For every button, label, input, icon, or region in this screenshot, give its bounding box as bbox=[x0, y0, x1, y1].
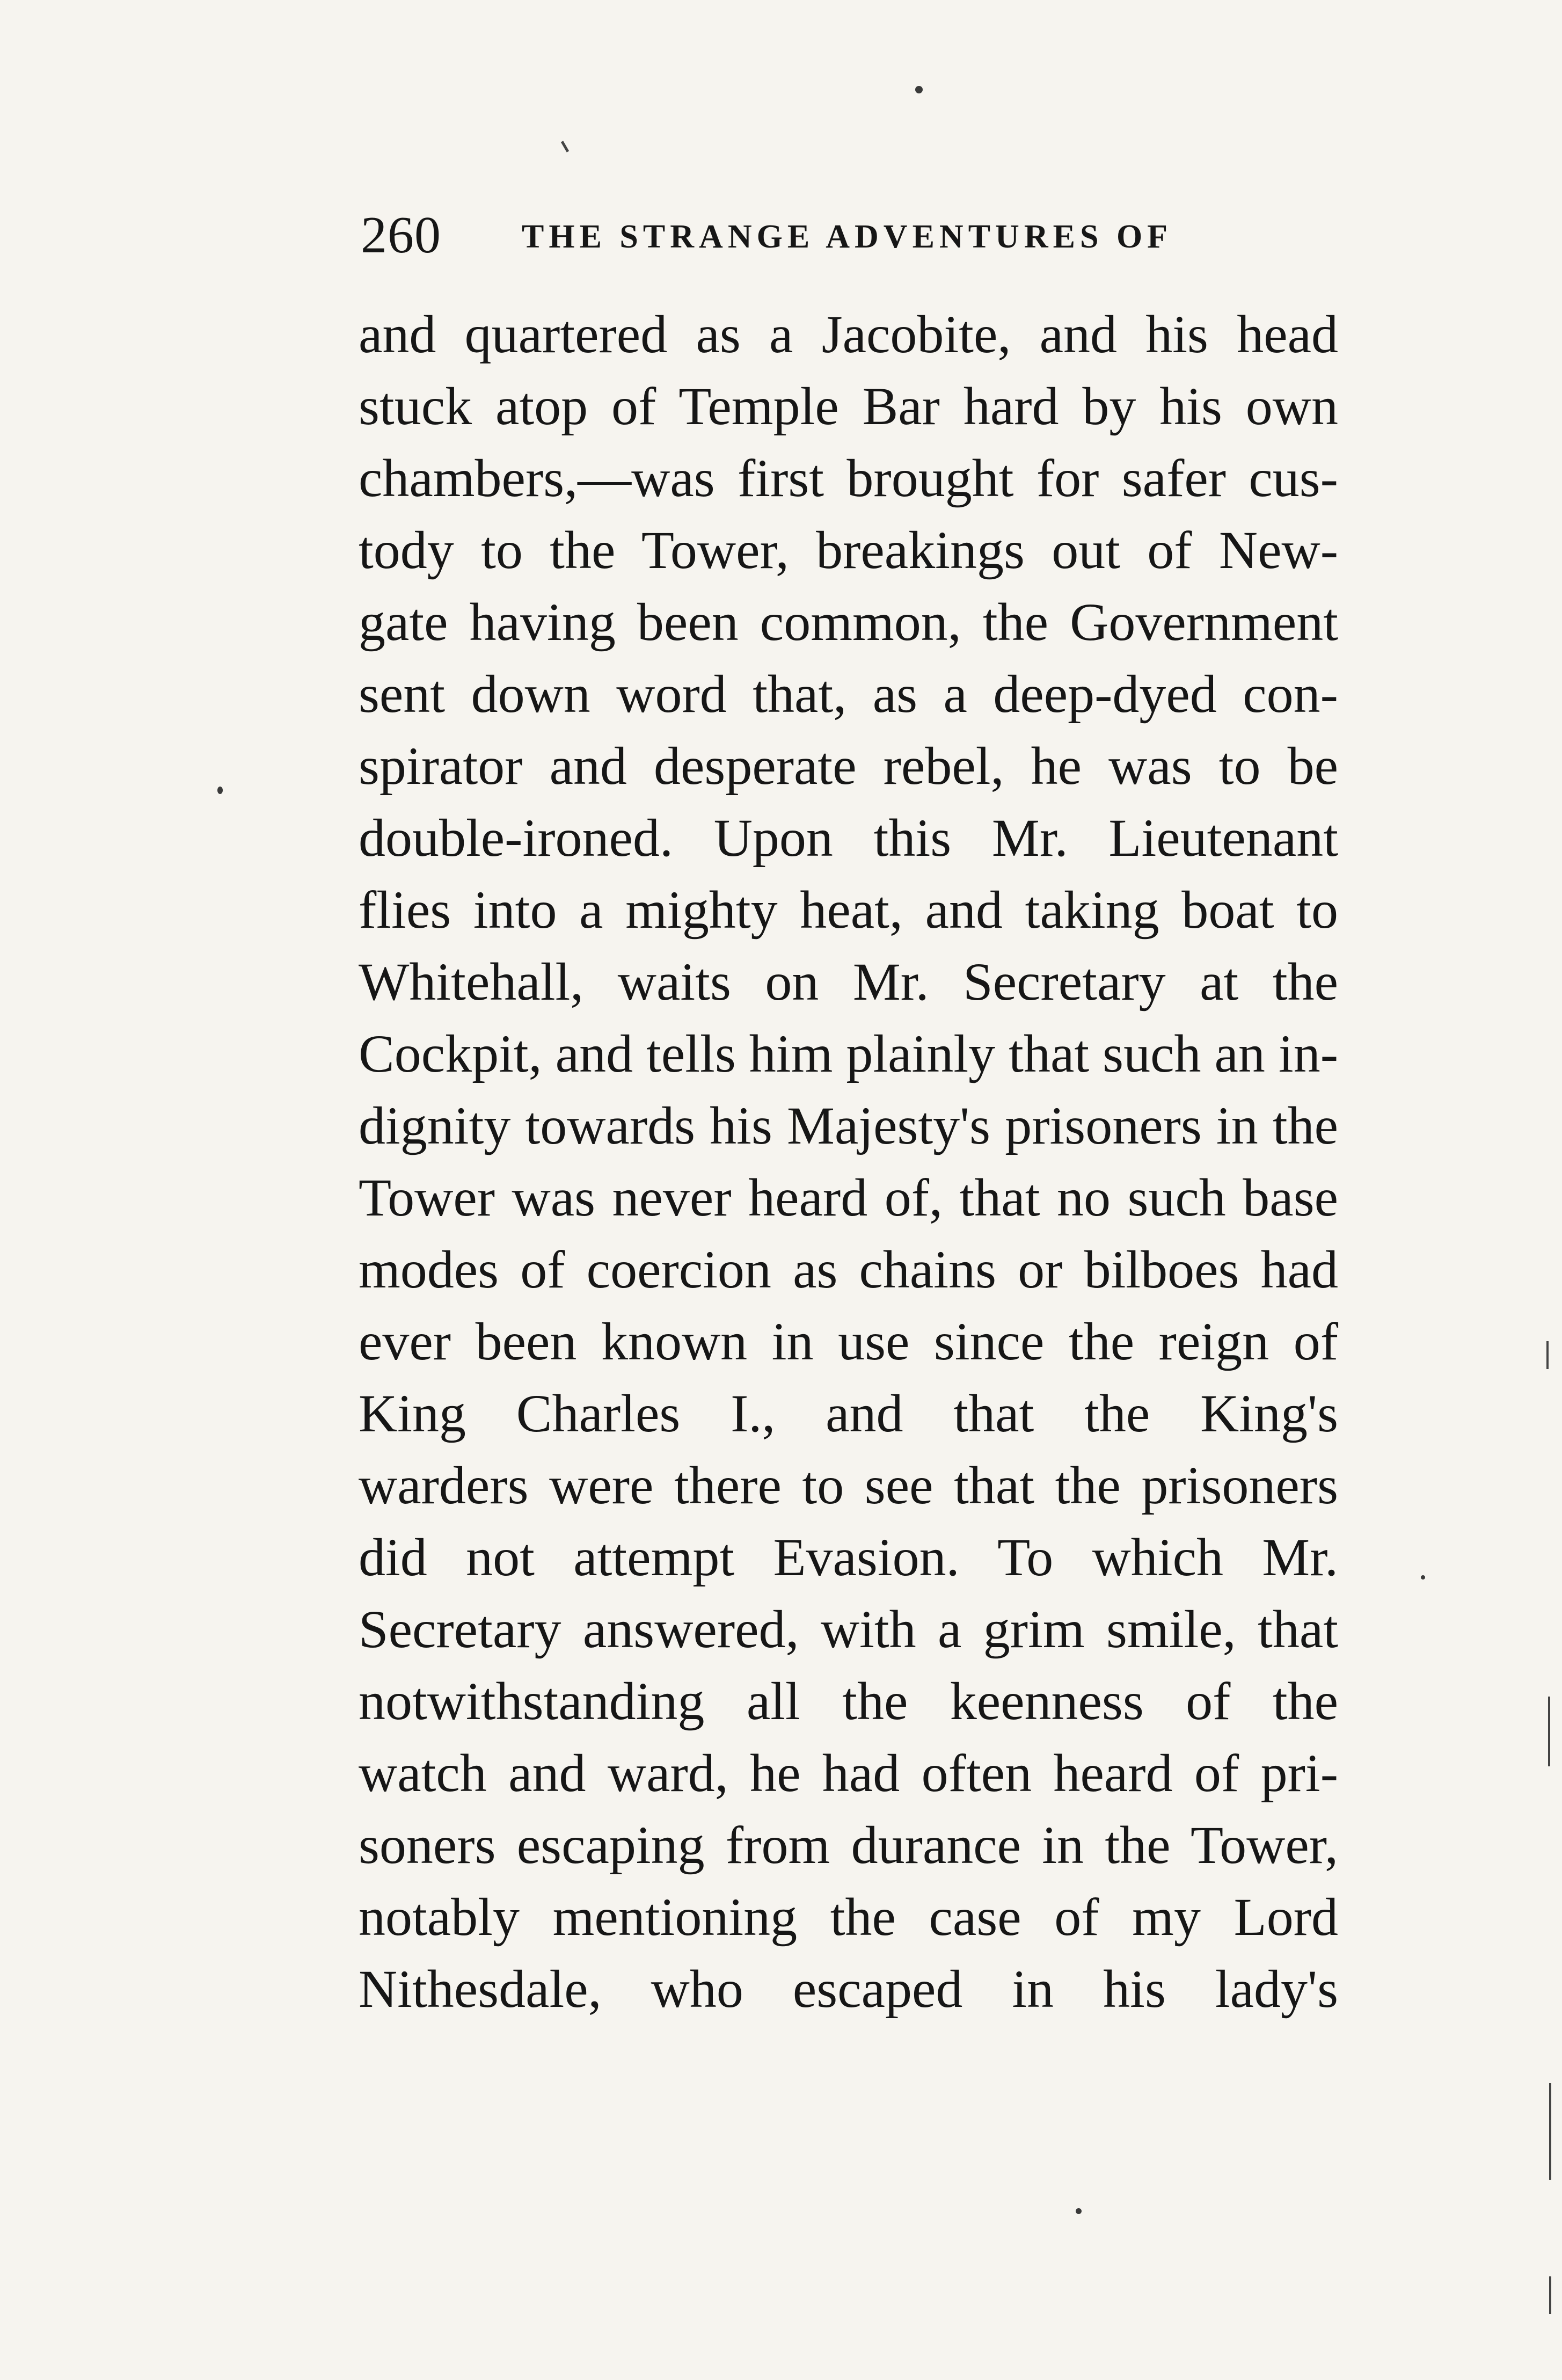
text-line: Whitehall, waits on Mr. Secretary at the bbox=[359, 952, 1338, 1011]
scan-stroke bbox=[1546, 1341, 1549, 1369]
text-line: sent down word that, as a deep-dyed con- bbox=[359, 664, 1338, 724]
scan-speck bbox=[1421, 1575, 1425, 1580]
text-line: watch and ward, he had often heard of pri- bbox=[359, 1743, 1338, 1803]
text-line: flies into a mighty heat, and taking boat to bbox=[359, 880, 1338, 940]
text-line: dignity towards his Majesty's prisoners in the bbox=[359, 1096, 1338, 1155]
text-line: stuck atop of Temple Bar hard by his own bbox=[359, 376, 1338, 436]
text-line: double-ironed. Upon this Mr. Lieutenant bbox=[359, 808, 1338, 868]
text-line: Nithesdale, who escaped in his lady's bbox=[359, 1959, 1338, 2019]
page-header bbox=[361, 203, 1381, 267]
text-line: warders were there to see that the prisoners bbox=[359, 1455, 1338, 1515]
text-line: gate having been common, the Government bbox=[359, 592, 1338, 652]
text-line: Tower was never heard of, that no such base bbox=[359, 1168, 1338, 1227]
text-line: Cockpit, and tells him plainly that such an in- bbox=[359, 1024, 1338, 1083]
body-text bbox=[359, 299, 1338, 2025]
scan-stroke bbox=[561, 141, 569, 152]
scan-speck bbox=[1076, 2208, 1082, 2214]
scan-stroke bbox=[1548, 1697, 1550, 1766]
text-line: King Charles I., and that the King's bbox=[359, 1384, 1338, 1443]
text-line: soners escaping from durance in the Tower, bbox=[359, 1815, 1338, 1875]
page-number: 260 bbox=[361, 206, 441, 264]
running-title: THE STRANGE ADVENTURES OF bbox=[522, 219, 1173, 255]
text-line: chambers,—was first brought for safer cus- bbox=[359, 448, 1338, 508]
text-line: did not attempt Evasion. To which Mr. bbox=[359, 1527, 1338, 1587]
text-line: tody to the Tower, breakings out of New- bbox=[359, 520, 1338, 580]
scan-stroke bbox=[1549, 2083, 1551, 2180]
scan-speck bbox=[217, 787, 223, 794]
scan-stroke bbox=[1549, 2276, 1551, 2314]
text-line: modes of coercion as chains or bilboes had bbox=[359, 1240, 1338, 1299]
text-line: ever been known in use since the reign of bbox=[359, 1312, 1338, 1371]
text-line: Secretary answered, with a grim smile, that bbox=[359, 1599, 1338, 1659]
text-line: notwithstanding all the keenness of the bbox=[359, 1671, 1338, 1731]
text-line: and quartered as a Jacobite, and his head bbox=[359, 304, 1338, 364]
text-line: spirator and desperate rebel, he was to be bbox=[359, 736, 1338, 796]
text-line: notably mentioning the case of my Lord bbox=[359, 1887, 1338, 1947]
scan-speck bbox=[915, 86, 923, 93]
